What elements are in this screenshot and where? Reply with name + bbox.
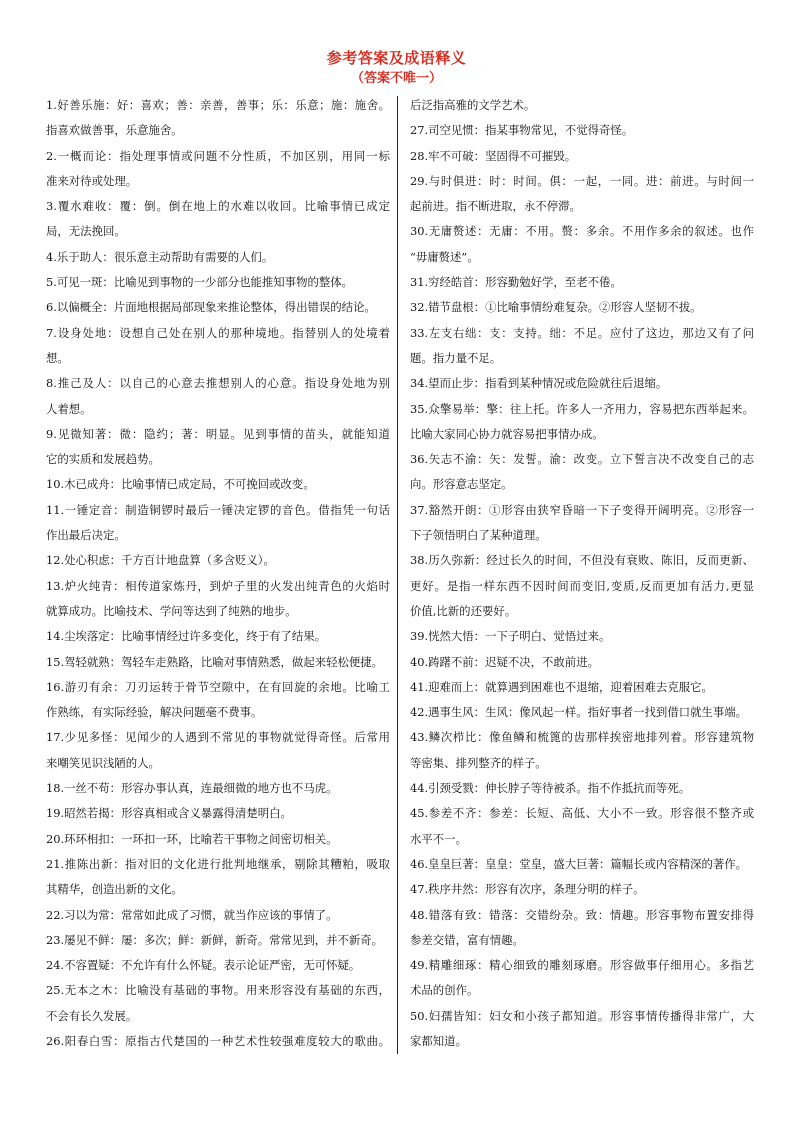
entry-line: 37.豁然开朗：①形容由狭窄昏暗一下子变得开阔明亮。②形容一 [410,502,754,517]
entry-line: 34.望而止步：指看到某种情况或危险就往后退缩。 [410,376,668,391]
entry-24 [46,953,390,978]
entry-16 [46,675,390,726]
entry-line: 2.一概而论：指处理事情或问题不分性质，不加区别，用同一标 [46,148,390,163]
entry-line: 29.与时俱进：时：时间。俱：一起，一同。进：前进。与时间一 [410,173,754,188]
entry-line: 33.左支右绌：支：支持。绌：不足。应付了这边，那边又有了问 [410,325,754,340]
entry-line: 38.历久弥新：经过长久的时间，不但没有衰败、陈旧，反而更新、 [410,553,754,568]
entry-line: 36.矢志不渝：矢：发誓。渝：改变。立下誓言决不改变自己的志 [410,452,754,467]
entry-line: 更好。是指一样东西不因时间而变旧,变质,反而更加有活力,更显 [410,578,754,593]
entry-line: 13.炉火纯青：相传道家炼丹，到炉子里的火发出纯青色的火焰时 [46,578,390,593]
entry-30 [410,219,754,270]
entry-48 [410,903,754,954]
entry-line: 49.精雕细琢：精心细致的雕刻琢磨。形容做事仔细用心。多指艺 [410,958,754,973]
entry-42 [410,700,754,725]
entry-25 [46,978,390,1029]
entry-line: 15.驾轻就熟：驾轻车走熟路，比喻对事情熟悉，做起来轻松便捷。 [46,654,384,669]
entry-line: 家都知道。 [410,1033,467,1048]
entry-41 [410,675,754,700]
entry-line: 48.错落有致：错落：交错纷杂。致：情趣。形容事物布置安排得 [410,907,754,922]
entry-line: 向。形容意志坚定。 [410,477,513,492]
entry-line: 18.一丝不苟：形容办事认真，连最细微的地方也不马虎。 [46,781,338,796]
entry-line: 9.见微知著：微：隐约；著：明显。见到事情的苗头，就能知道 [46,426,390,441]
entry-line: 8.推己及人：以自己的心意去推想别人的心意。指设身处地为别 [46,376,390,391]
entry-line: 10.木已成舟：比喻事情已成定局，不可挽回或改变。 [46,477,315,492]
entry-22 [46,903,390,928]
entry-line: 不会有长久发展。 [46,1008,138,1023]
entry-line: 26.阳春白雪：原指古代楚国的一种艺术性较强难度较大的歌曲。 [46,1033,390,1048]
entry-line: 局，无法挽回。 [46,224,126,239]
entry-line: 起前进。指不断进取，永不停滞。 [410,199,581,214]
page-subtitle: （答案不唯一） [350,71,442,86]
entry-line: 1.好善乐施：好：喜欢；善：亲善，善事；乐：乐意；施：施舍。 [46,98,390,112]
entry-line: 42.遇事生风：生风：像风起一样。指好事者一找到借口就生事端。 [410,705,748,720]
entry-line: 30.无庸赘述：无庸：不用。赘：多余。不用作多余的叙述。也作 [410,224,754,239]
entry-line: 来嘲笑见识浅陋的人。 [46,755,160,770]
entry-line: 水平不一。 [410,831,467,846]
entry-line: 32.错节盘根：①比喻事情纷难复杂。②形容人坚韧不拔。 [410,300,702,315]
entry-line: 指喜欢做善事，乐意施舍。 [46,123,183,138]
entry-line: 39.恍然大悟：一下子明白、觉悟过来。 [410,629,611,644]
entry-11 [46,498,390,549]
entry-line: 20.环环相扣：一环扣一环，比喻若干事物之间密切相关。 [46,831,338,846]
entry-line: 比喻大家同心协力就容易把事情办成。 [410,426,604,441]
entry-line: 46.皇皇巨著：皇皇：堂皇，盛大巨著：篇幅长或内容精深的著作。 [410,856,748,871]
entry-18 [46,776,390,801]
entry-13 [46,574,390,625]
entry-37 [410,498,754,549]
right-column [410,93,754,1054]
entry-line: 价值,比新的还要好。 [410,603,517,618]
page-title: 参考答案及成语释义 [326,49,467,67]
entry-47 [410,877,754,902]
entry-line: 4.乐于助人：很乐意主动帮助有需要的人们。 [46,249,274,264]
entry-line: 7.设身处地：设想自己处在别人的那种境地。指替别人的处境着 [46,325,390,340]
entry-line: 47.秩序井然：形容有次序，条理分明的样子。 [410,882,645,897]
entry-9 [46,422,390,473]
entry-6 [46,295,390,320]
entry-line: 准来对待或处理。 [46,173,138,188]
entry-26 [46,1029,390,1054]
entry-14 [46,624,390,649]
entry-3 [46,194,390,245]
entry-44 [410,776,754,801]
entry-line: 术品的创作。 [410,983,479,998]
entry-5 [46,270,390,295]
entry-29 [410,169,754,220]
entry-line: 35.众擎易举：擎：往上托。许多人一齐用力，容易把东西举起来。 [410,401,754,416]
entry-line: 参差交错，富有情趣。 [410,932,524,947]
entry-line: 40.踌躇不前：迟疑不决，不敢前进。 [410,654,599,669]
entry-40 [410,650,754,675]
entry-35 [410,397,754,448]
entry-line: “毋庸赘述”。 [410,249,479,264]
entry-28 [410,144,754,169]
entry-1 [46,93,390,144]
entry-39 [410,624,754,649]
entry-line: 25.无本之木：比喻没有基础的事物。用来形容没有基础的东西， [46,983,390,998]
entry-7 [46,321,390,372]
entry-line: 11.一锤定音：制造铜锣时最后一锤决定锣的音色。借指凭一句话 [46,502,390,517]
entry-46 [410,852,754,877]
entry-line: 16.游刃有余：刀刃运转于骨节空隙中，在有回旋的余地。比喻工 [46,679,390,694]
entry-line: 等密集、排列整齐的样子。 [410,755,547,770]
entry-line: 它的实质和发展趋势。 [46,452,160,467]
entry-2 [46,144,390,195]
entry-line: 6.以偏概全：片面地根据局部现象来推论整体，得出错误的结论。 [46,300,376,315]
entry-line: 其精华，创造出新的文化。 [46,882,183,897]
entry-8 [46,371,390,422]
entry-33 [410,321,754,372]
entry-31 [410,270,754,295]
entry-line: 后泛指高雅的文学艺术。 [410,98,536,112]
entry-36 [410,447,754,498]
entry-15 [46,650,390,675]
entry-line: 19.昭然若揭：形容真相或含义暴露得清楚明白。 [46,806,292,821]
entry-line: 28.牢不可破：坚固得不可摧毁。 [410,148,577,163]
entry-line: 23.屡见不鲜：屡：多次；鲜：新鲜，新奇。常常见到，并不新奇。 [46,932,384,947]
entry-49 [410,953,754,1004]
entry-27 [410,118,754,143]
entry-12 [46,548,390,573]
entry-38 [410,548,754,624]
column-divider [397,96,398,1054]
entry-line: 3.覆水难收：覆：倒。倒在地上的水难以收回。比喻事情已成定 [46,199,390,214]
entry-line: 想。 [46,350,69,365]
entry-line: 14.尘埃落定：比喻事情经过许多变化，终于有了结果。 [46,629,327,644]
entry-50 [410,1004,754,1055]
entry-43 [410,725,754,776]
entry-17 [46,725,390,776]
entry-line: 作出最后决定。 [46,528,126,543]
entry-32 [410,295,754,320]
entry-line: 12.处心积虑：千方百计地盘算（多含贬义）。 [46,553,275,568]
entry-line: 43.鳞次栉比：像鱼鳞和梳篦的齿那样挨密地排列着。形容建筑物 [410,730,754,745]
entry-line: 5.可见一斑：比喻见到事物的一少部分也能推知事物的整体。 [46,275,354,290]
entry-line: 下子领悟明白了某种道理。 [410,528,547,543]
left-column [46,93,390,1054]
entry-line: 21.推陈出新：指对旧的文化进行批判地继承，剔除其糟粕，吸取 [46,856,390,871]
entry-line: 题。指力量不足。 [410,350,502,365]
entry-line: 22.习以为常：常常如此成了习惯，就当作应该的事情了。 [46,907,338,922]
entry-line: 31.穷经皓首：形容勤勉好学，至老不倦。 [410,275,622,290]
entry-23 [46,928,390,953]
entry-34 [410,371,754,396]
entry-45 [410,801,754,852]
entry-10 [46,472,390,497]
entry-4 [46,245,390,270]
entry-21 [46,852,390,903]
entry-line: 作熟练，有实际经验，解决问题毫不费事。 [46,705,263,720]
entry-20 [46,827,390,852]
entry-26-continued [410,93,754,118]
entry-line: 24.不容置疑：不允许有什么怀疑。表示论证严密，无可怀疑。 [46,958,361,973]
entry-19 [46,801,390,826]
entry-line: 41.迎难而上：就算遇到困难也不退缩，迎着困难去克服它。 [410,679,713,694]
entry-line: 27.司空见惯：指某事物常见，不觉得奇怪。 [410,123,634,138]
entry-line: 17.少见多怪：见闻少的人遇到不常见的事物就觉得奇怪。后常用 [46,730,390,745]
entry-line: 45.参差不齐：参差：长短、高低、大小不一致。形容很不整齐或 [410,806,754,821]
entry-line: 人着想。 [46,401,92,416]
entry-line: 就算成功。比喻技术、学问等达到了纯熟的地步。 [46,603,297,618]
entry-line: 50.妇孺皆知：妇女和小孩子都知道。形容事情传播得非常广，大 [410,1008,754,1023]
entry-line: 44.引颈受戮：伸长脖子等待被杀。指不作抵抗而等死。 [410,781,691,796]
